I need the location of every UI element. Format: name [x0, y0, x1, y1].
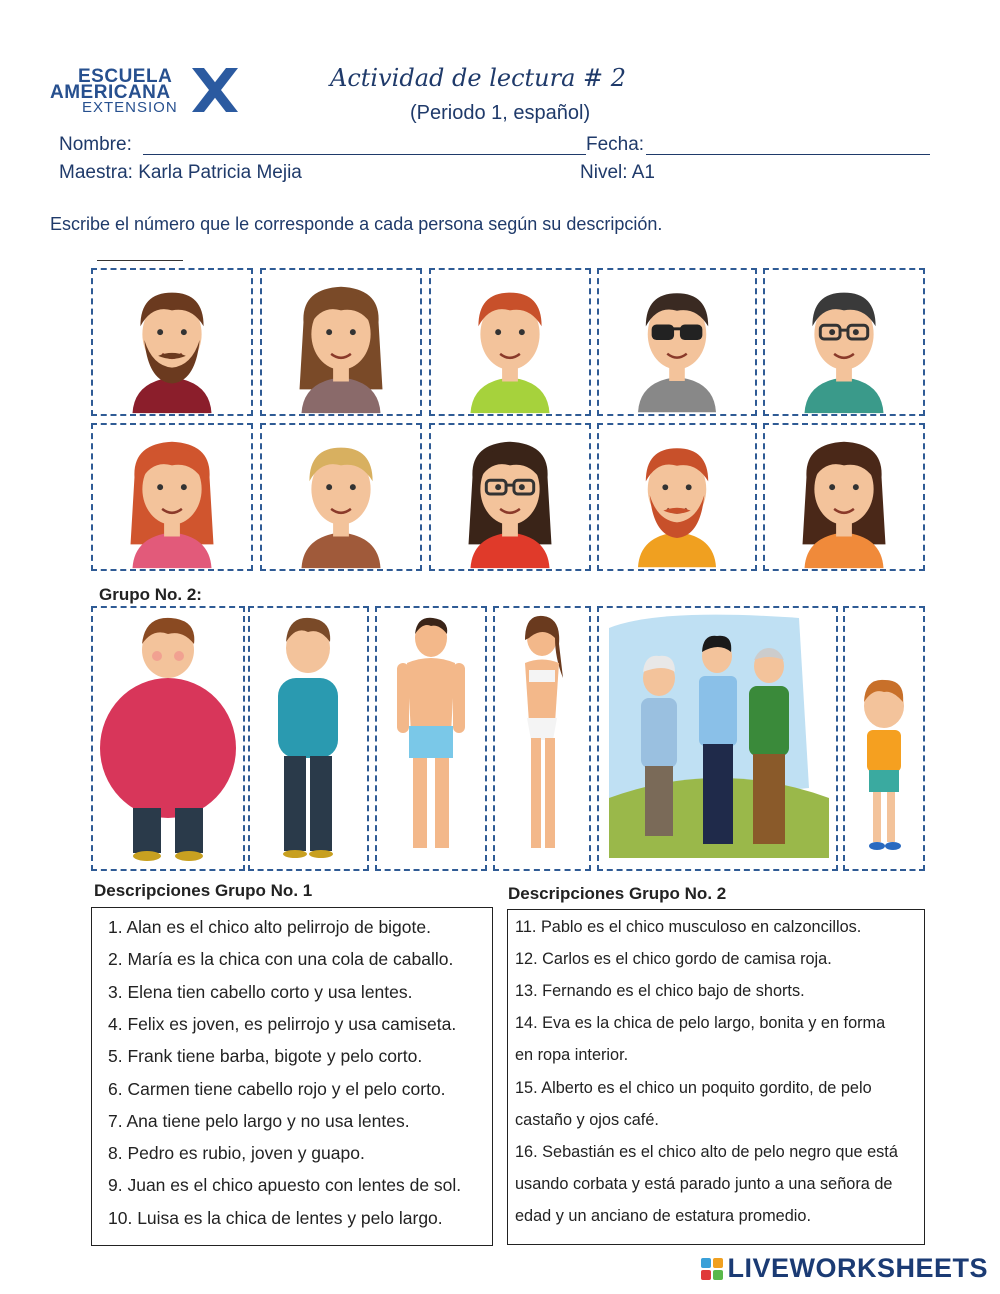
chubby-boy-illustration	[250, 608, 367, 869]
face-illustration	[431, 270, 589, 414]
face-card[interactable]	[429, 423, 591, 571]
liveworksheets-brand	[701, 1253, 988, 1284]
description-item: 14. Eva es la chica de pelo largo, bonita y en forma	[515, 1014, 886, 1033]
face-illustration	[431, 425, 589, 569]
face-card[interactable]	[260, 423, 422, 571]
description-item: 7. Ana tiene pelo largo y no usa lentes.	[108, 1110, 410, 1131]
descriptions-group2-title: Descripciones Grupo No. 2	[508, 884, 727, 903]
name-label: Nombre:	[59, 134, 132, 155]
description-item: en ropa interior.	[515, 1046, 629, 1065]
face-illustration	[599, 270, 755, 414]
descriptions-group1-box	[91, 907, 493, 1246]
school-logo	[50, 66, 240, 118]
person-card-woman[interactable]	[493, 606, 591, 871]
logo-line1: ESCUELA	[78, 66, 173, 87]
family-group-illustration	[599, 608, 836, 869]
instruction-text: Escribe el número que le corresponde a cada persona según su descripción.	[50, 214, 663, 234]
description-item: 1. Alan es el chico alto pelirrojo de bigote.	[108, 917, 431, 937]
group2-label: Grupo No. 2:	[99, 585, 202, 604]
liveworksheets-wordmark: LIVEWORKSHEETS	[727, 1253, 988, 1283]
description-item: 11. Pablo es el chico musculoso en calzoncillos.	[515, 918, 862, 936]
level-label: Nivel: A1	[580, 162, 655, 183]
description-item: 12. Carlos es el chico gordo de camisa roja.	[515, 950, 832, 969]
face-card[interactable]	[597, 423, 757, 571]
face-card[interactable]	[91, 423, 253, 571]
description-item: edad y un anciano de estatura promedio.	[515, 1206, 811, 1225]
woman-illustration	[495, 608, 589, 869]
face-card[interactable]	[260, 268, 422, 416]
description-item: 8. Pedro es rubio, joven y guapo.	[108, 1143, 365, 1164]
liveworksheets-logo-icon	[701, 1258, 723, 1280]
face-illustration	[93, 270, 251, 414]
face-illustration	[599, 425, 755, 569]
fat-boy-illustration	[93, 608, 243, 869]
person-card-chubby-boy[interactable]	[248, 606, 369, 871]
description-item: 10. Luisa es la chica de lentes y pelo largo.	[108, 1207, 443, 1228]
description-item: 2. María es la chica con una cola de caballo.	[108, 949, 454, 970]
face-illustration	[765, 425, 923, 569]
person-card-small-boy[interactable]	[843, 606, 925, 871]
page-title: Actividad de lectura # 2	[330, 64, 627, 92]
short-divider	[97, 260, 183, 261]
face-card[interactable]	[429, 268, 591, 416]
name-field[interactable]	[143, 134, 586, 155]
description-item: 15. Alberto es el chico un poquito gordito, de pelo	[515, 1078, 872, 1097]
logo-x-mark	[190, 66, 240, 114]
teacher-label: Maestra: Karla Patricia Mejia	[59, 162, 302, 183]
descriptions-group2-box	[507, 909, 925, 1245]
description-item: 13. Fernando es el chico bajo de shorts.	[515, 982, 805, 1001]
description-item: 6. Carmen tiene cabello rojo y el pelo corto.	[108, 1078, 446, 1099]
face-illustration	[93, 425, 251, 569]
description-item: usando corbata y está parado junto a una señora de	[515, 1174, 893, 1193]
person-card-family-group[interactable]	[597, 606, 838, 871]
person-card-fat-boy[interactable]	[91, 606, 245, 871]
description-item: castaño y ojos café.	[515, 1110, 659, 1129]
description-item: 4. Felix es joven, es pelirrojo y usa camiseta.	[108, 1013, 457, 1034]
face-card[interactable]	[91, 268, 253, 416]
muscular-man-illustration	[377, 608, 485, 869]
face-illustration	[262, 425, 420, 569]
page-subtitle: (Periodo 1, español)	[410, 102, 591, 124]
logo-line3: EXTENSION	[82, 99, 178, 116]
face-card[interactable]	[763, 268, 925, 416]
logo-line2: AMERICANA	[50, 82, 171, 103]
description-item: 5. Frank tiene barba, bigote y pelo corto.	[108, 1046, 423, 1067]
person-card-muscular-man[interactable]	[375, 606, 487, 871]
small-boy-illustration	[845, 608, 923, 869]
face-illustration	[765, 270, 923, 414]
description-item: 9. Juan es el chico apuesto con lentes de sol.	[108, 1175, 462, 1196]
date-label: Fecha:	[586, 134, 645, 155]
description-item: 3. Elena tien cabello corto y usa lentes.	[108, 981, 413, 1002]
date-field[interactable]	[646, 134, 930, 155]
description-item: 16. Sebastián es el chico alto de pelo negro que está	[515, 1142, 898, 1161]
face-card[interactable]	[763, 423, 925, 571]
face-illustration	[262, 270, 420, 414]
face-card[interactable]	[597, 268, 757, 416]
descriptions-group1-title: Descripciones Grupo No. 1	[94, 881, 313, 900]
